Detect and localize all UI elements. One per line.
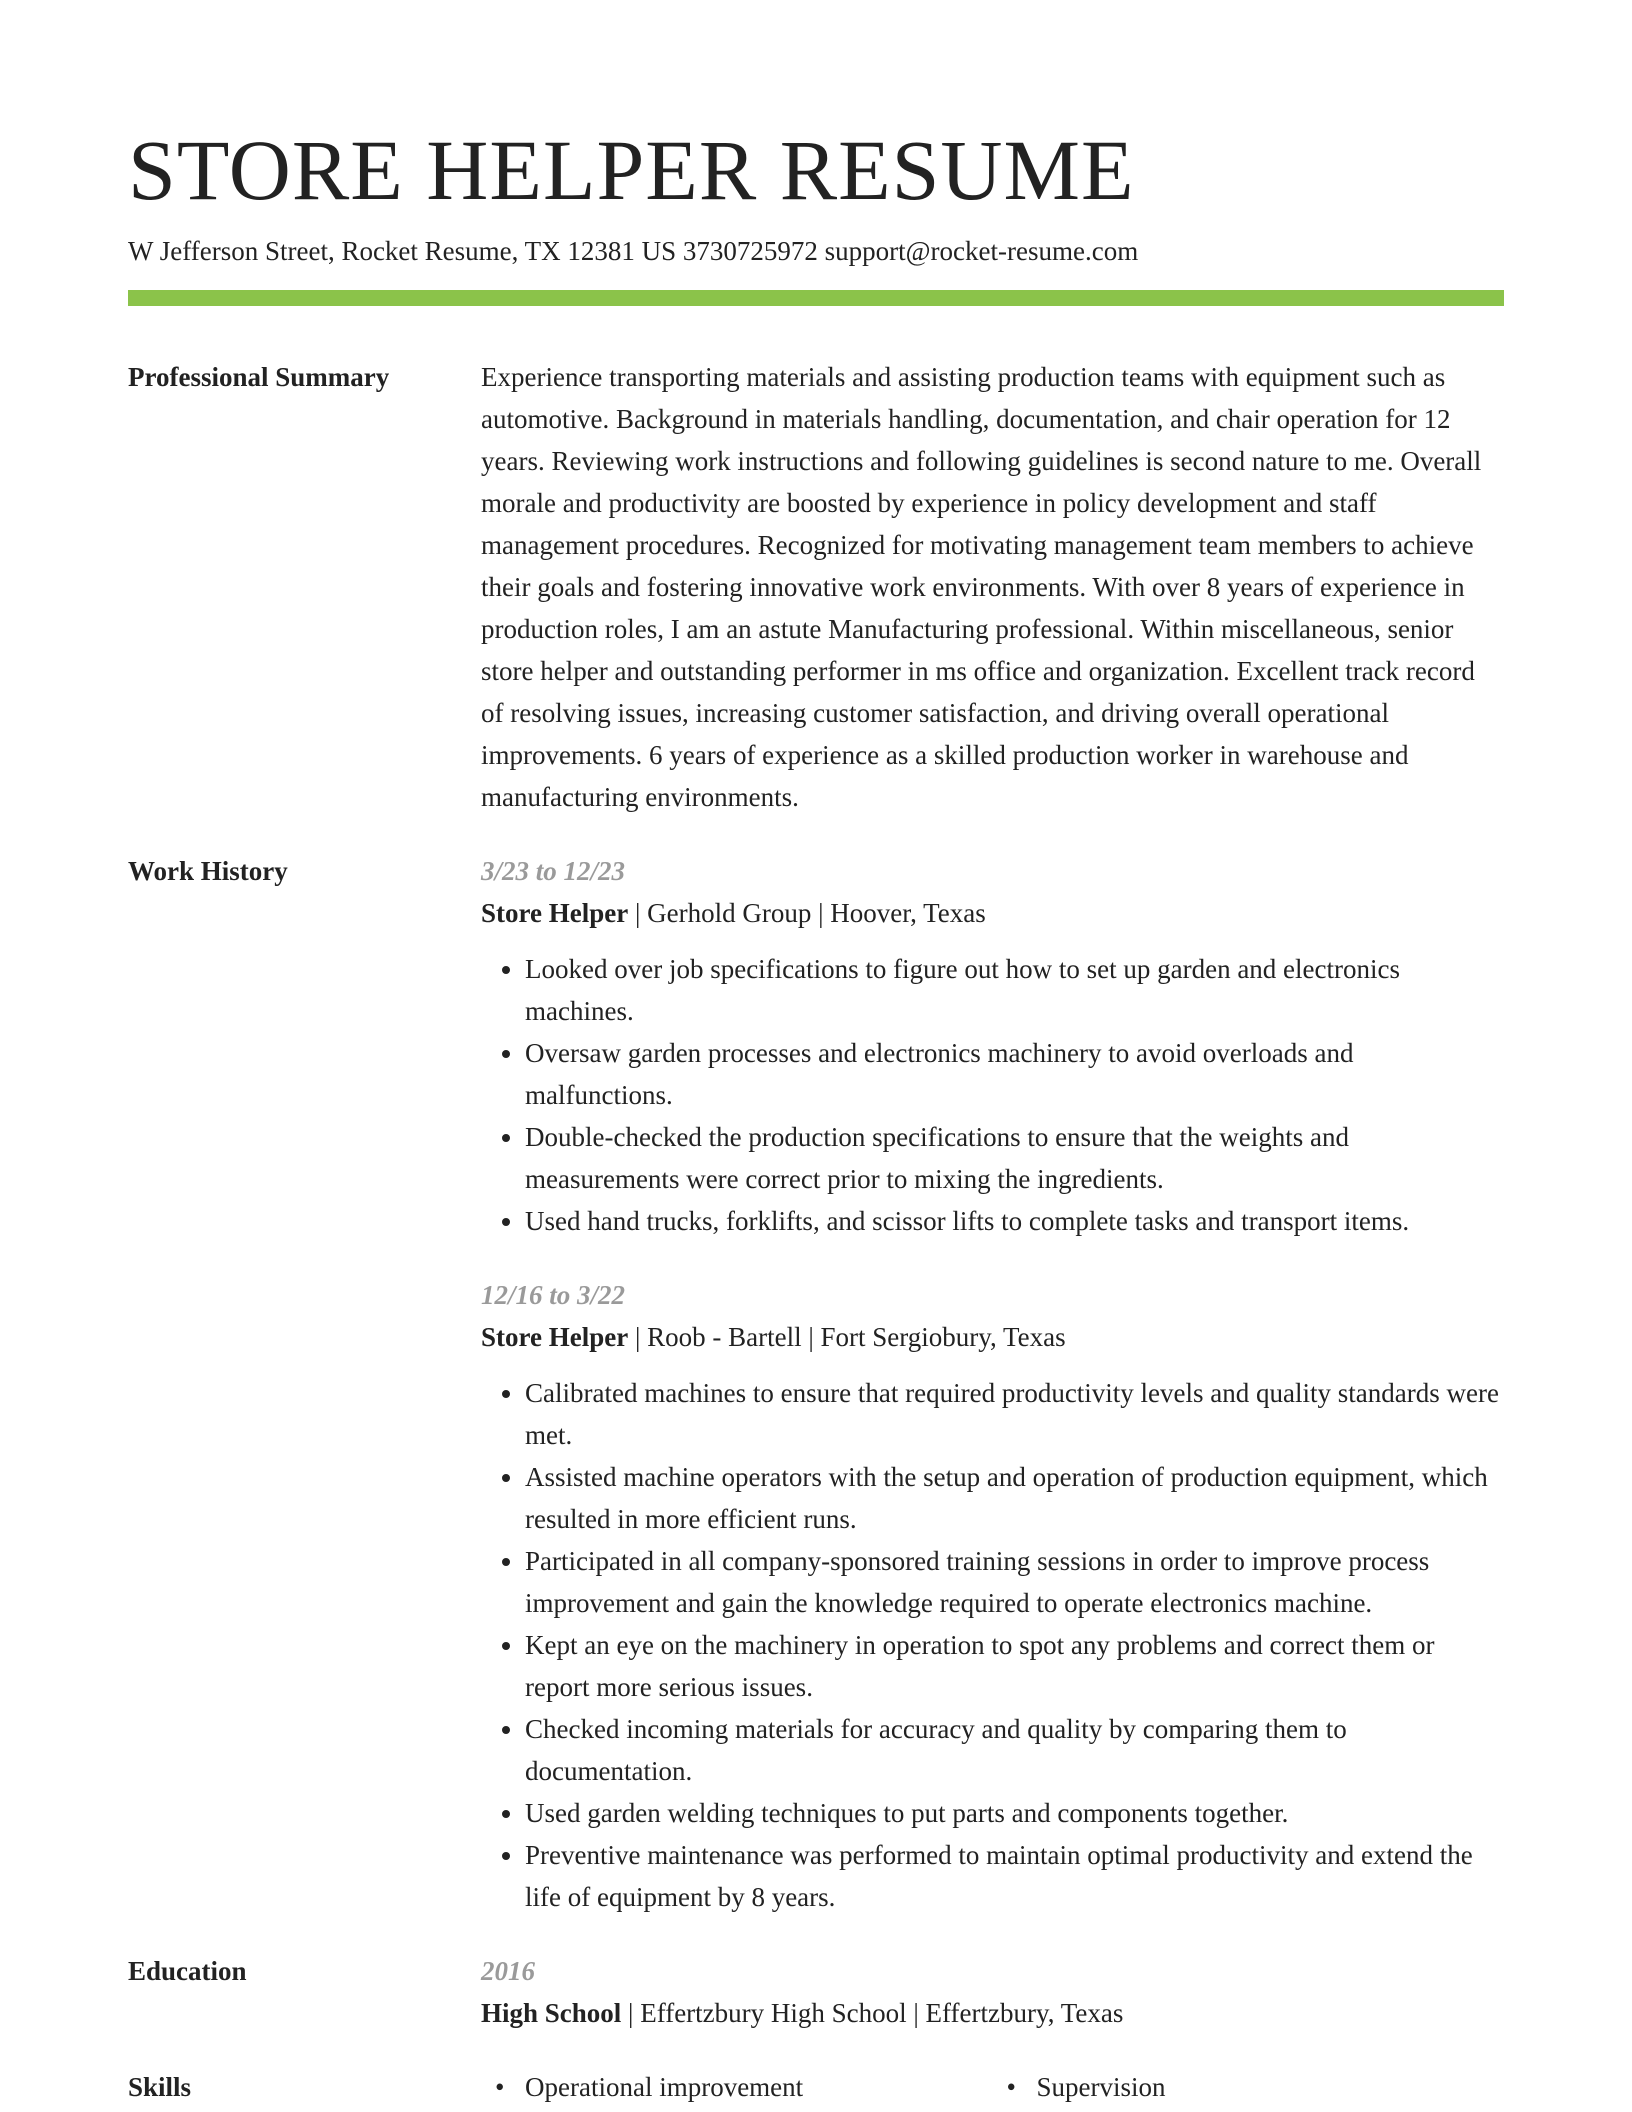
job-bullet: • Used garden welding techniques to put parts and components together. xyxy=(525,1792,1504,1834)
work-history-section xyxy=(128,850,1504,1918)
professional-summary-section xyxy=(128,356,1504,818)
job-title: Store Helper xyxy=(481,898,629,928)
job-details: | Gerhold Group | Hoover, Texas xyxy=(628,898,986,928)
accent-divider xyxy=(128,290,1504,306)
summary-text: Experience transporting materials and assisting production teams with equipment such as automotive. Background in materials handling, documentation, and chair operation for 12 years. Reviewing work instructions and following guidelines is second nature to me. Overall morale and productivity are boosted by experience in policy development and staff management procedures. Recognized for motivating management team members to achieve their goals and fostering innovative work environments. With over 8 years of experience in production roles, I am an astute Manufacturing professional. Within miscellaneous, senior store helper and outstanding performer in ms office and organization. Excellent track record of resolving issues, increasing customer satisfaction, and driving overall operational improvements. 6 years of experience as a skilled production worker in warehouse and manufacturing environments. xyxy=(481,362,1482,812)
job-bullet: • Assisted machine operators with the setup and operation of production equipment, which resulted in more efficient runs. xyxy=(525,1456,1504,1540)
section-label-work: Work History xyxy=(128,856,288,886)
resume-title: STORE HELPER RESUME xyxy=(128,122,1135,218)
section-label-summary: Professional Summary xyxy=(128,362,390,392)
job-bullet: • Calibrated machines to ensure that required productivity levels and quality standards were met. xyxy=(525,1372,1504,1456)
section-label-education: Education xyxy=(128,1956,247,1986)
job-title: Store Helper xyxy=(481,1322,629,1352)
job-details: | Roob - Bartell | Fort Sergiobury, Texas xyxy=(628,1322,1066,1352)
education-dates: 2016 xyxy=(481,1956,535,1986)
job-bullet: • Kept an eye on the machinery in operation to spot any problems and correct them or report more serious issues. xyxy=(525,1624,1504,1708)
work-body xyxy=(481,850,1504,1918)
skills-section xyxy=(128,2066,1504,2108)
skill-item: • Operational improvement xyxy=(481,2066,993,2108)
job-line xyxy=(481,892,1504,934)
skill-item: • Supervision xyxy=(993,2066,1505,2108)
skills-body xyxy=(481,2066,1504,2108)
job-dates: 3/23 to 12/23 xyxy=(481,856,626,886)
job-bullet: • Looked over job specifications to figure out how to set up garden and electronics machines. xyxy=(525,948,1504,1032)
job-bullet: • Checked incoming materials for accuracy and quality by comparing them to documentation. xyxy=(525,1708,1504,1792)
contact-line: W Jefferson Street, Rocket Resume, TX 12381 US 3730725972 support@rocket-resume.com xyxy=(128,236,1139,266)
job-bullet: • Preventive maintenance was performed to maintain optimal productivity and extend the life of equipment by 8 years. xyxy=(525,1834,1504,1918)
section-label-skills: Skills xyxy=(128,2072,192,2102)
job-line xyxy=(481,1316,1504,1358)
education-section xyxy=(128,1950,1504,2034)
education-degree: High School xyxy=(481,1998,622,2028)
job-bullets xyxy=(481,1372,1504,1918)
skills-list xyxy=(481,2066,1504,2108)
job-bullet: • Double-checked the production specifications to ensure that the weights and measurements were correct prior to mixing the ingredients. xyxy=(525,1116,1504,1200)
job-bullets xyxy=(481,948,1504,1242)
job-bullet: • Used hand trucks, forklifts, and scissor lifts to complete tasks and transport items. xyxy=(525,1200,1504,1242)
job-entry xyxy=(481,1274,1504,1918)
education-body xyxy=(481,1950,1504,2034)
job-entry xyxy=(481,850,1504,1242)
education-details: | Effertzbury High School | Effertzbury, Texas xyxy=(621,1998,1124,2028)
job-dates: 12/16 to 3/22 xyxy=(481,1280,626,1310)
job-bullet: • Participated in all company-sponsored training sessions in order to improve process improvement and gain the knowledge required to operate electronics machine. xyxy=(525,1540,1504,1624)
summary-body xyxy=(481,356,1504,818)
education-line xyxy=(481,1992,1504,2034)
job-bullet: • Oversaw garden processes and electronics machinery to avoid overloads and malfunctions. xyxy=(525,1032,1504,1116)
